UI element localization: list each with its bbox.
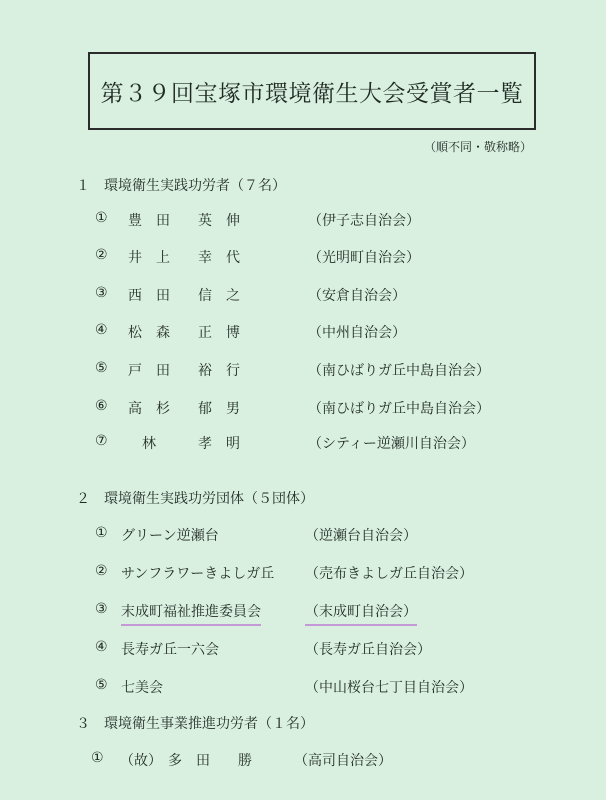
item-number: ① (91, 750, 104, 766)
list-item (0, 247, 606, 269)
list-item (0, 433, 606, 455)
item-number: ① (95, 210, 108, 226)
group-name: 長寿ガ丘一六会 (121, 642, 219, 658)
awardee-name: 井 上 幸 代 (128, 250, 240, 266)
association-name: （逆瀬台自治会） (305, 528, 417, 544)
list-item (0, 677, 606, 699)
awardee-name: 西 田 信 之 (128, 288, 240, 304)
awardee-name: 豊 田 英 伸 (128, 213, 240, 229)
list-item (0, 525, 606, 547)
association-name: （光明町自治会） (308, 250, 420, 266)
association-name: （中州自治会） (308, 325, 406, 341)
list-item (0, 601, 606, 623)
item-number: ④ (95, 322, 108, 338)
awardee-name: 松 森 正 博 (128, 325, 240, 341)
awardee-name: 戸 田 裕 行 (128, 363, 240, 379)
item-number: ② (95, 247, 108, 263)
association-name: （末成町自治会） (305, 601, 417, 626)
order-note: （順不同・敬称略） (424, 140, 533, 154)
item-number: ② (95, 563, 108, 579)
awardee-name: 多 田 勝 (168, 753, 252, 769)
item-number: ⑦ (95, 433, 108, 449)
group-name: 末成町福祉推進委員会 (121, 601, 261, 626)
document-title: 第３９回宝塚市環境衛生大会受賞者一覧 (100, 80, 524, 107)
association-name: （安倉自治会） (308, 288, 406, 304)
association-name: （高司自治会） (294, 753, 392, 769)
association-name: （伊子志自治会） (308, 213, 420, 229)
item-number: ④ (95, 639, 108, 655)
awardee-name: 林 孝 明 (128, 436, 240, 452)
association-name: （南ひばりガ丘中島自治会） (308, 401, 490, 417)
group-name: サンフラワーきよしガ丘 (121, 566, 275, 582)
association-name: （シティー逆瀬川自治会） (308, 436, 475, 452)
list-item (0, 210, 606, 232)
list-item (0, 285, 606, 307)
association-name: （長寿ガ丘自治会） (305, 642, 431, 658)
association-name: （中山桜台七丁目自治会） (305, 680, 473, 696)
item-number: ③ (95, 601, 108, 617)
list-item (0, 750, 606, 772)
association-name: （売布きよしガ丘自治会） (305, 566, 473, 582)
item-number: ⑤ (95, 677, 108, 693)
item-number: ⑥ (95, 398, 108, 414)
section-heading-2: ２ 環境衛生実践功労団体（５団体） (76, 491, 314, 507)
deceased-mark: （故） (120, 753, 162, 769)
item-number: ③ (95, 285, 108, 301)
section-heading-1: １ 環境衛生実践功労者（７名） (76, 178, 286, 194)
item-number: ① (95, 525, 108, 541)
awardee-name: 高 杉 郁 男 (128, 401, 240, 417)
group-name: グリーン逆瀬台 (121, 528, 219, 544)
list-item (0, 360, 606, 382)
list-item (0, 322, 606, 344)
list-item (0, 639, 606, 661)
item-number: ⑤ (95, 360, 108, 376)
list-item (0, 563, 606, 585)
group-name: 七美会 (121, 680, 163, 696)
title-box (88, 52, 536, 130)
list-item (0, 398, 606, 420)
association-name: （南ひばりガ丘中島自治会） (308, 363, 490, 379)
section-heading-3: ３ 環境衛生事業推進功労者（１名） (76, 716, 314, 732)
